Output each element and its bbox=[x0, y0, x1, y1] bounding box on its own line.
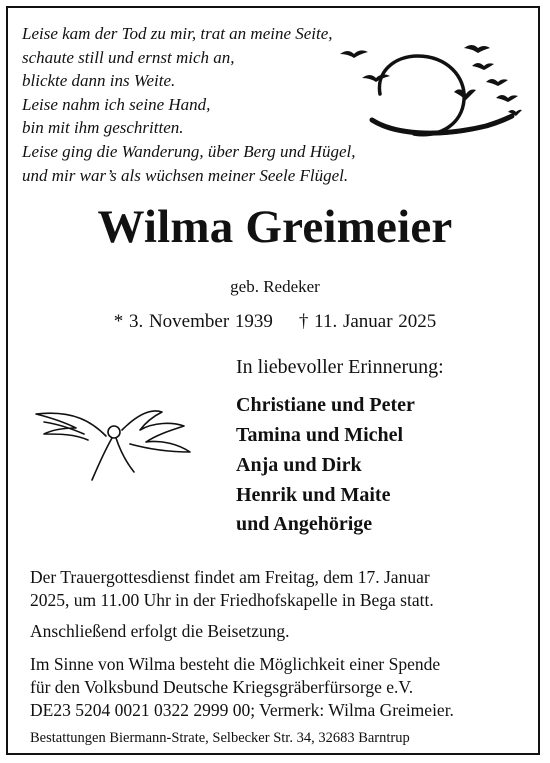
poem-line: blickte dann ins Weite. bbox=[22, 71, 176, 91]
family-member: Anja und Dirk bbox=[236, 454, 362, 476]
death-date: † 11. Januar 2025 bbox=[298, 311, 437, 332]
funeral-home: Bestattungen Biermann-Strate, Selbecker Str. 34, 32683 Barntrup bbox=[30, 730, 410, 746]
family-member: Tamina und Michel bbox=[236, 424, 404, 446]
poem-line: Leise ging die Wanderung, über Berg und Hügel, bbox=[22, 141, 356, 161]
donation-line: Im Sinne von Wilma besteht die Möglichkeit einer Spende bbox=[30, 654, 441, 674]
born-name: geb. Redeker bbox=[230, 277, 320, 296]
poem-line: und mir war’s als wüchsen meiner Seele Flügel. bbox=[22, 165, 349, 185]
family-group bbox=[236, 450, 390, 510]
family-member: Henrik und Maite bbox=[236, 484, 391, 506]
family-member: und Angehörige bbox=[236, 513, 373, 535]
donation-line: für den Volksbund Deutsche Kriegsgräberfürsorge e.V. bbox=[30, 677, 414, 697]
service-notice bbox=[30, 566, 530, 612]
service-line: Der Trauergottesdienst findet am Freitag, dem 17. Januar bbox=[30, 567, 430, 587]
moon-with-birds-icon bbox=[336, 42, 522, 146]
service-line: 2025, um 11.00 Uhr in der Friedhofskapelle in Bega statt. bbox=[30, 590, 434, 610]
life-dates bbox=[0, 311, 550, 333]
burial-line: Anschließend erfolgt die Beisetzung. bbox=[30, 621, 290, 641]
poem-line: Leise kam der Tod zu mir, trat an meine Seite, bbox=[22, 24, 333, 43]
family-group bbox=[236, 390, 415, 450]
poem-line: schaute still und ernst mich an, bbox=[22, 47, 235, 67]
family-group bbox=[236, 509, 372, 539]
burial-notice bbox=[30, 620, 530, 643]
memory-title: In liebevoller Erinnerung: bbox=[236, 356, 444, 378]
donation-line: DE23 5204 0021 0322 2999 00; Vermerk: Wilma Greimeier. bbox=[30, 700, 454, 720]
birth-date: * 3. November 1939 bbox=[113, 311, 273, 332]
poem-line: Leise nahm ich seine Hand, bbox=[22, 94, 211, 114]
donation-notice bbox=[30, 653, 530, 722]
deceased-name: Wilma Greimeier bbox=[97, 201, 453, 253]
angel-icon bbox=[34, 400, 192, 482]
poem-line: bin mit ihm geschritten. bbox=[22, 118, 184, 138]
family-member: Christiane und Peter bbox=[236, 394, 415, 416]
